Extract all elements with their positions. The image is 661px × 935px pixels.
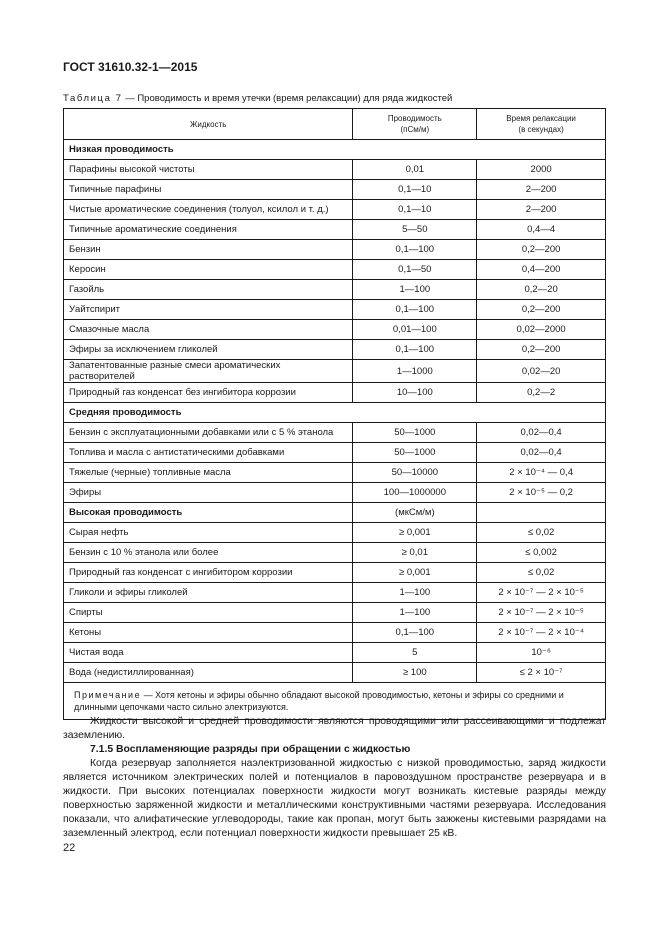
column-header-conductivity xyxy=(353,109,477,140)
relaxation-time-value: ≤ 2 × 10⁻⁷ xyxy=(477,663,606,683)
relaxation-time-value: 0,4—200 xyxy=(477,260,606,280)
relaxation-time-value: 0,2—200 xyxy=(477,240,606,260)
table-row xyxy=(64,563,606,583)
relaxation-time-value: ≤ 0,02 xyxy=(477,563,606,583)
relaxation-time-value: 0,02—2000 xyxy=(477,320,606,340)
table-row xyxy=(64,383,606,403)
table-caption-text: — Проводимость и время утечки (время релаксации) для ряда жидкостей xyxy=(122,93,453,104)
liquid-name: Уайтспирит xyxy=(64,300,353,320)
column-header-relaxation xyxy=(477,109,606,140)
relaxation-time-value: 0,4—4 xyxy=(477,220,606,240)
table-row xyxy=(64,340,606,360)
paragraph-1: Жидкости высокой и средней проводимости являются проводящими или рассеивающими и подлежат заземлению. xyxy=(63,716,606,741)
liquid-name: Тяжелые (черные) топливные масла xyxy=(64,463,353,483)
table-row xyxy=(64,443,606,463)
table-row xyxy=(64,643,606,663)
relaxation-time-value: 0,02—0,4 xyxy=(477,443,606,463)
table-row xyxy=(64,583,606,603)
relaxation-time-value: 0,2—20 xyxy=(477,280,606,300)
table-caption xyxy=(63,93,452,104)
relaxation-time-value: 0,2—200 xyxy=(477,340,606,360)
liquid-name: Бензин с эксплуатационными добавками или с 5 % этанола xyxy=(64,423,353,443)
conductivity-value: 0,01 xyxy=(353,160,477,180)
liquid-name: Парафины высокой чистоты xyxy=(64,160,353,180)
conductivity-value: 5—50 xyxy=(353,220,477,240)
conductivity-value: 0,01—100 xyxy=(353,320,477,340)
page-number: 22 xyxy=(63,842,76,854)
liquid-name: Природный газ конденсат без ингибитора коррозии xyxy=(64,383,353,403)
paragraph-2: Когда резервуар заполняется наэлектризованной жидкостью с низкой проводимостью, заряд жидкости является источником электрических полей и потенциалов в паровоздушном пространстве резервуара и в жидкости. При высоких потенциалах поверхности жидкости могут возникать кистевые разряды между поверхностью заряженной жидкости и металлическими конструктивными частями резервуара. Исследования показали, что алифатические углеводороды, такие как пропан, могут быть зажжены кистевыми разрядами на заземленный электрод, если потенциал поверхности жидкости превышает 25 кВ. xyxy=(63,758,606,839)
relaxation-time-value: 2 × 10⁻⁷ — 2 × 10⁻⁵ xyxy=(477,603,606,623)
conductivity-value: 10—100 xyxy=(353,383,477,403)
liquid-name: Сырая нефть xyxy=(64,523,353,543)
liquid-name: Смазочные масла xyxy=(64,320,353,340)
section-title: Средняя проводимость xyxy=(64,403,606,423)
liquid-name: Гликоли и эфиры гликолей xyxy=(64,583,353,603)
table-row xyxy=(64,623,606,643)
table-row xyxy=(64,360,606,383)
table-row xyxy=(64,240,606,260)
conductivity-value: 1—100 xyxy=(353,603,477,623)
liquid-name: Керосин xyxy=(64,260,353,280)
relaxation-time-value: 10⁻⁶ xyxy=(477,643,606,663)
relaxation-time-value: 0,2—2 xyxy=(477,383,606,403)
relaxation-header-label: Время релаксации xyxy=(506,114,576,123)
relaxation-time-value: 2 × 10⁻⁴ — 0,4 xyxy=(477,463,606,483)
conductivity-value: 100—1000000 xyxy=(353,483,477,503)
table-row xyxy=(64,603,606,623)
conductivity-value: ≥ 0,01 xyxy=(353,543,477,563)
table-note-row xyxy=(64,683,606,720)
relaxation-time-value: 0,2—200 xyxy=(477,300,606,320)
liquid-name: Газойль xyxy=(64,280,353,300)
conductivity-value: 50—1000 xyxy=(353,443,477,463)
note-label: Примечание xyxy=(74,690,142,700)
table-row xyxy=(64,200,606,220)
relaxation-time-value: 2 × 10⁻⁷ — 2 × 10⁻⁵ xyxy=(477,583,606,603)
section-title: Высокая проводимость xyxy=(64,503,353,523)
conductivity-value: 0,1—100 xyxy=(353,240,477,260)
conductivity-value: 0,1—10 xyxy=(353,180,477,200)
body-text xyxy=(63,715,606,841)
section-empty-cell xyxy=(477,503,606,523)
liquid-name: Эфиры за исключением гликолей xyxy=(64,340,353,360)
relaxation-time-value: 2 × 10⁻⁵ — 0,2 xyxy=(477,483,606,503)
liquid-name: Природный газ конденсат с ингибитором коррозии xyxy=(64,563,353,583)
liquid-name: Эфиры xyxy=(64,483,353,503)
liquid-name: Топлива и масла с антистатическими добавками xyxy=(64,443,353,463)
table-row xyxy=(64,300,606,320)
table-caption-label: Таблица 7 xyxy=(63,93,123,104)
table-row xyxy=(64,483,606,503)
relaxation-time-value: 0,02—0,4 xyxy=(477,423,606,443)
liquid-name: Типичные ароматические соединения xyxy=(64,220,353,240)
conductivity-value: 5 xyxy=(353,643,477,663)
section-title: Низкая проводимость xyxy=(64,140,606,160)
liquid-name: Бензин xyxy=(64,240,353,260)
relaxation-time-value: 0,02—20 xyxy=(477,360,606,383)
conductivity-value: 50—1000 xyxy=(353,423,477,443)
relaxation-time-value: 2000 xyxy=(477,160,606,180)
conductivity-value: 0,1—10 xyxy=(353,200,477,220)
relaxation-time-value: 2—200 xyxy=(477,180,606,200)
table-row xyxy=(64,220,606,240)
table-row xyxy=(64,663,606,683)
liquid-name: Типичные парафины xyxy=(64,180,353,200)
table-row xyxy=(64,523,606,543)
liquid-name: Бензин с 10 % этанола или более xyxy=(64,543,353,563)
liquid-name: Запатентованные разные смеси ароматических растворителей xyxy=(64,360,353,383)
table-row xyxy=(64,180,606,200)
table-row xyxy=(64,280,606,300)
liquid-name: Спирты xyxy=(64,603,353,623)
table-row xyxy=(64,160,606,180)
table-row xyxy=(64,423,606,443)
relaxation-header-unit: (в секундах) xyxy=(518,125,564,134)
table-row xyxy=(64,543,606,563)
conductivity-value: 0,1—100 xyxy=(353,300,477,320)
liquid-name: Чистая вода xyxy=(64,643,353,663)
conductivity-value: 1—100 xyxy=(353,583,477,603)
conductivity-value: 0,1—50 xyxy=(353,260,477,280)
section-heading: 7.1.5 Воспламеняющие разряды при обращении с жидкостью xyxy=(90,744,411,755)
section-header-row xyxy=(64,140,606,160)
liquid-name: Чистые ароматические соединения (толуол, ксилол и т. д.) xyxy=(64,200,353,220)
relaxation-time-value: ≤ 0,002 xyxy=(477,543,606,563)
relaxation-time-value: 2 × 10⁻⁷ — 2 × 10⁻⁴ xyxy=(477,623,606,643)
section-unit: (мкСм/м) xyxy=(353,503,477,523)
table-body xyxy=(64,140,606,683)
conductivity-value: 1—100 xyxy=(353,280,477,300)
table-header-row xyxy=(64,109,606,140)
section-header-row xyxy=(64,403,606,423)
relaxation-time-value: 2—200 xyxy=(477,200,606,220)
conductivity-header-unit: (пСм/м) xyxy=(400,125,430,134)
conductivity-value: 0,1—100 xyxy=(353,340,477,360)
liquid-name: Кетоны xyxy=(64,623,353,643)
table-row xyxy=(64,463,606,483)
conductivity-value: 50—10000 xyxy=(353,463,477,483)
conductivity-table xyxy=(63,108,606,720)
section-header-row xyxy=(64,503,606,523)
table-row xyxy=(64,320,606,340)
conductivity-value: ≥ 0,001 xyxy=(353,563,477,583)
conductivity-value: ≥ 0,001 xyxy=(353,523,477,543)
column-header-liquid: Жидкость xyxy=(64,109,353,140)
relaxation-time-value: ≤ 0,02 xyxy=(477,523,606,543)
conductivity-value: 1—1000 xyxy=(353,360,477,383)
conductivity-value: ≥ 100 xyxy=(353,663,477,683)
conductivity-header-label: Проводимость xyxy=(387,114,442,123)
document-header: ГОСТ 31610.32-1—2015 xyxy=(63,60,198,74)
table-row xyxy=(64,260,606,280)
note-text: — Хотя кетоны и эфиры обычно обладают высокой проводимостью, кетоны и эфиры со средними и длинными цепочками часто сильно электризуются. xyxy=(74,690,564,712)
table-note xyxy=(64,683,606,720)
conductivity-value: 0,1—100 xyxy=(353,623,477,643)
liquid-name: Вода (недистиллированная) xyxy=(64,663,353,683)
